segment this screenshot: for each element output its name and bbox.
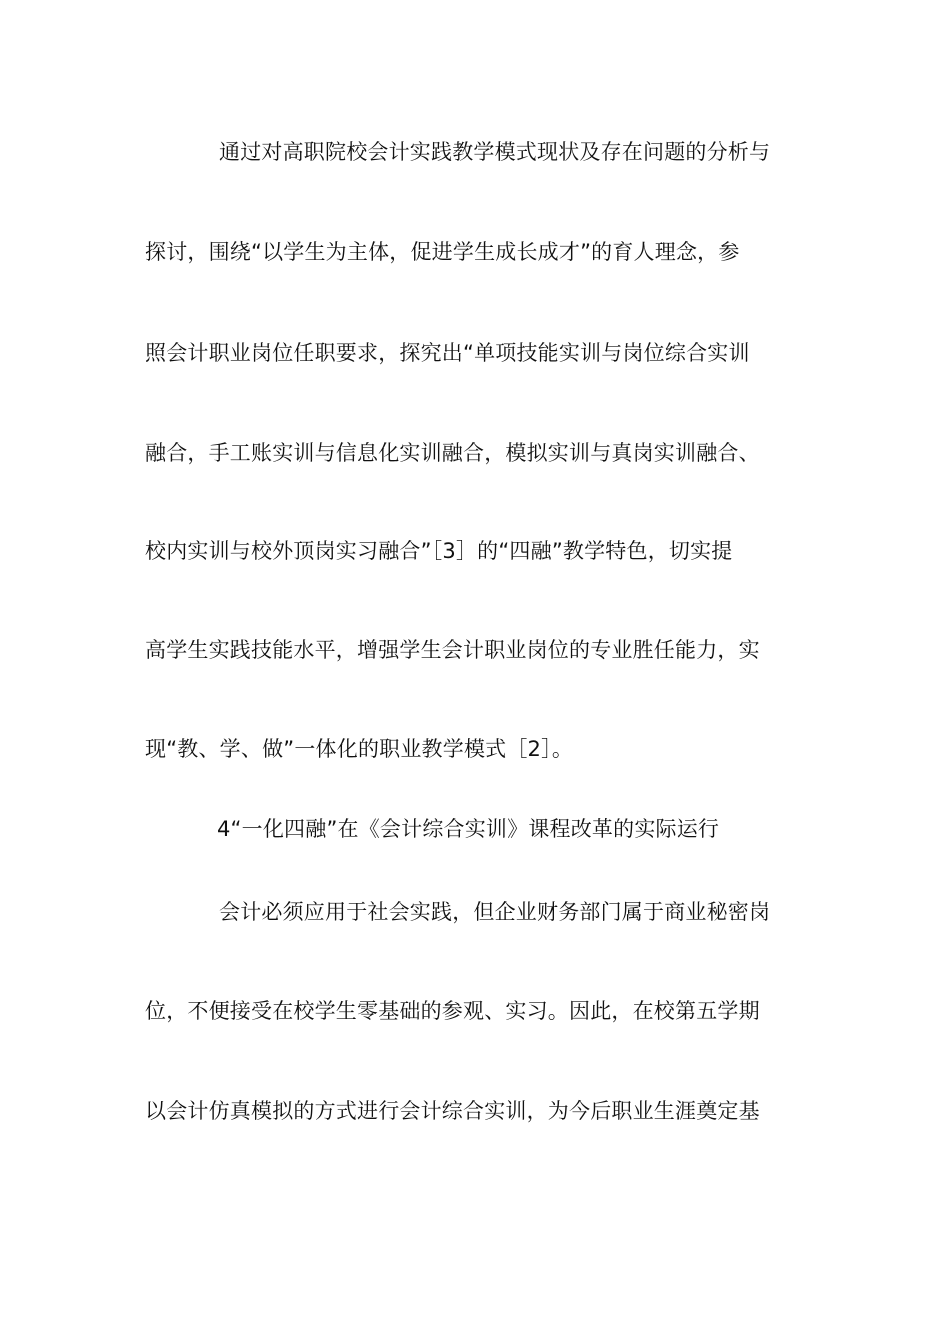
paragraph-1-line-5: 校内实训与校外顶岗实习融合”［3］的“四融”教学特色，切实提 bbox=[145, 539, 733, 563]
paragraph-1-line-6: 高学生实践技能水平，增强学生会计职业岗位的专业胜任能力，实 bbox=[145, 638, 760, 662]
section-heading: 4“一化四融”在《会计综合实训》课程改革的实际运行 bbox=[217, 817, 720, 841]
paragraph-1-line-4: 融合，手工账实训与信息化实训融合，模拟实训与真岗实训融合、 bbox=[145, 441, 760, 465]
paragraph-2-line-2: 位，不便接受在校学生零基础的参观、实习。因此，在校第五学期 bbox=[145, 999, 760, 1023]
paragraph-2-line-1: 会计必须应用于社会实践，但企业财务部门属于商业秘密岗 bbox=[219, 900, 771, 924]
paragraph-2-line-3: 以会计仿真模拟的方式进行会计综合实训，为今后职业生涯奠定基 bbox=[145, 1099, 760, 1123]
paragraph-1-line-1: 通过对高职院校会计实践教学模式现状及存在问题的分析与 bbox=[219, 140, 771, 164]
paragraph-1-line-2: 探讨，围绕“以学生为主体，促进学生成长成才”的育人理念，参 bbox=[145, 240, 740, 264]
paragraph-1-line-3: 照会计职业岗位任职要求，探究出“单项技能实训与岗位综合实训 bbox=[145, 341, 750, 365]
paragraph-1-line-7: 现“教、学、做”一体化的职业教学模式［2］。 bbox=[145, 737, 574, 761]
